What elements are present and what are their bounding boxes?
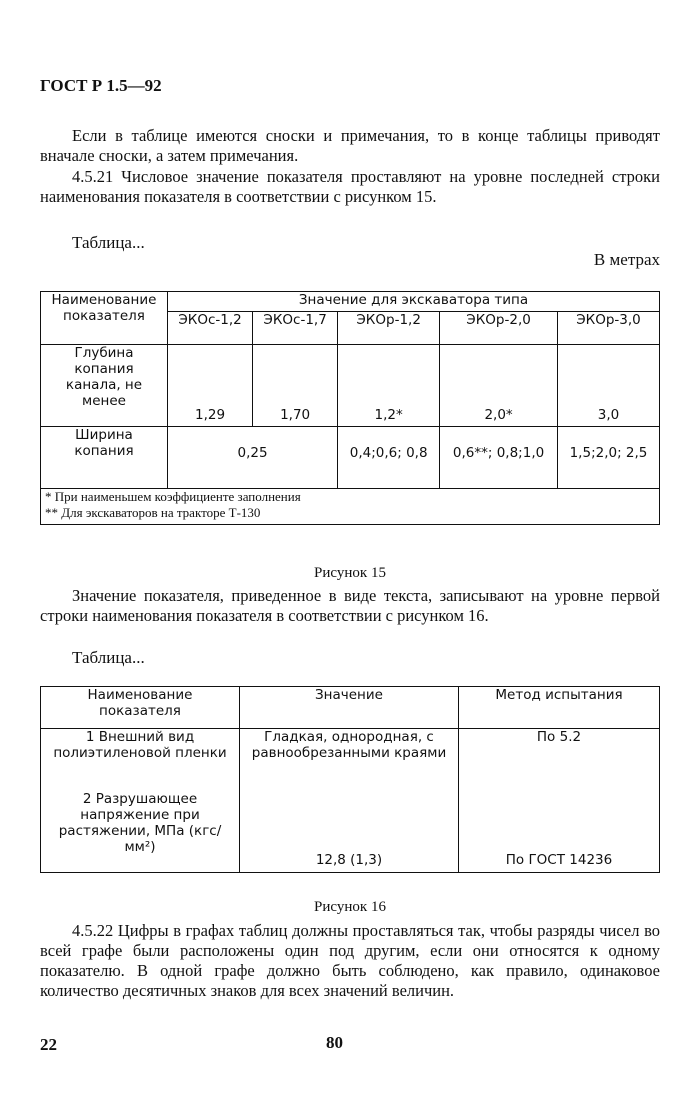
header-value-cell: Значение <box>240 687 459 729</box>
table-figure-16 <box>40 686 660 873</box>
row1-name-cell: 1 Внешний вид полиэтиленовой пленки <box>41 729 240 791</box>
row2-name-cell: 2 Разрушающее напряжение при растяжении, МПа (кгс/мм²) <box>41 791 240 873</box>
row2-method-cell: По ГОСТ 14236 <box>459 791 660 873</box>
type-cell: ЭКОр-1,2 <box>338 312 440 345</box>
row1-method-cell: По 5.2 <box>459 729 660 791</box>
type-cell: ЭКОс-1,7 <box>253 312 338 345</box>
paragraph-text: 4.5.21 Числовое значение показателя проставляют на уровне последней строки наименования показателя в соответствии с рисунком 15. <box>40 167 660 206</box>
page-number-center: 80 <box>326 1033 343 1052</box>
paragraph-text: Значение показателя, приведенное в виде текста, записывают на уровне первой строки наименования показателя в соответствии с рисунком 16. <box>40 586 660 625</box>
type-cell: ЭКОр-2,0 <box>440 312 558 345</box>
paragraph-4-5-22 <box>40 921 660 1001</box>
footnote-2: ** Для экскаваторов на тракторе Т-130 <box>45 505 261 520</box>
paragraph-4-5-21 <box>40 167 660 207</box>
paragraph-text-value <box>40 586 660 626</box>
table-label-1: Таблица... <box>72 233 145 252</box>
value-cell: 0,4;0,6; 0,8 <box>338 427 440 489</box>
paragraph-footnotes <box>40 126 660 166</box>
value-cell: 1,2* <box>338 345 440 427</box>
document-header: ГОСТ Р 1.5—92 <box>40 76 162 95</box>
value-cell: 0,6**; 0,8;1,0 <box>440 427 558 489</box>
row1-value-cell: Гладкая, однородная, с равнообрезанными краями <box>240 729 459 791</box>
caption-figure-15: Рисунок 15 <box>314 565 386 581</box>
value-cell: 1,5;2,0; 2,5 <box>557 427 659 489</box>
paragraph-text: Если в таблице имеются сноски и примечания, то в конце таблицы приводят вначале сноски, а затем примечания. <box>40 126 660 165</box>
row2-value-cell: 12,8 (1,3) <box>240 791 459 873</box>
footnote-1: * При наименьшем коэффициенте заполнения <box>45 489 301 504</box>
value-cell: 3,0 <box>557 345 659 427</box>
value-cell: 2,0* <box>440 345 558 427</box>
value-cell: 1,70 <box>253 345 338 427</box>
header-name-cell: Наименование показателя <box>41 292 168 345</box>
caption-figure-16: Рисунок 16 <box>314 899 386 915</box>
paragraph-text: 4.5.22 Цифры в графах таблиц должны проставляться так, чтобы разряды чисел во всей графе были расположены один под другим, если они относятся к одному показателю. В одной графе должно быть соблюдено, как правило, одинаковое количество десятичных знаков для всех значений величин. <box>40 921 660 1000</box>
header-method-cell: Метод испытания <box>459 687 660 729</box>
table-footnotes <box>41 489 660 525</box>
value-cell: 1,29 <box>168 345 253 427</box>
row1-name-cell: Глубина копания канала, не менее <box>41 345 168 427</box>
header-value-cell: Значение для экскаватора типа <box>168 292 660 312</box>
table-label-2: Таблица... <box>72 648 145 667</box>
row2-name-cell: Ширина копания <box>41 427 168 489</box>
type-cell: ЭКОр-3,0 <box>557 312 659 345</box>
units-label: В метрах <box>593 250 660 269</box>
table-figure-15 <box>40 291 660 525</box>
header-name-cell: Наименование показателя <box>41 687 240 729</box>
value-cell-merged: 0,25 <box>168 427 338 489</box>
type-cell: ЭКОс-1,2 <box>168 312 253 345</box>
page-number-left: 22 <box>40 1035 57 1054</box>
